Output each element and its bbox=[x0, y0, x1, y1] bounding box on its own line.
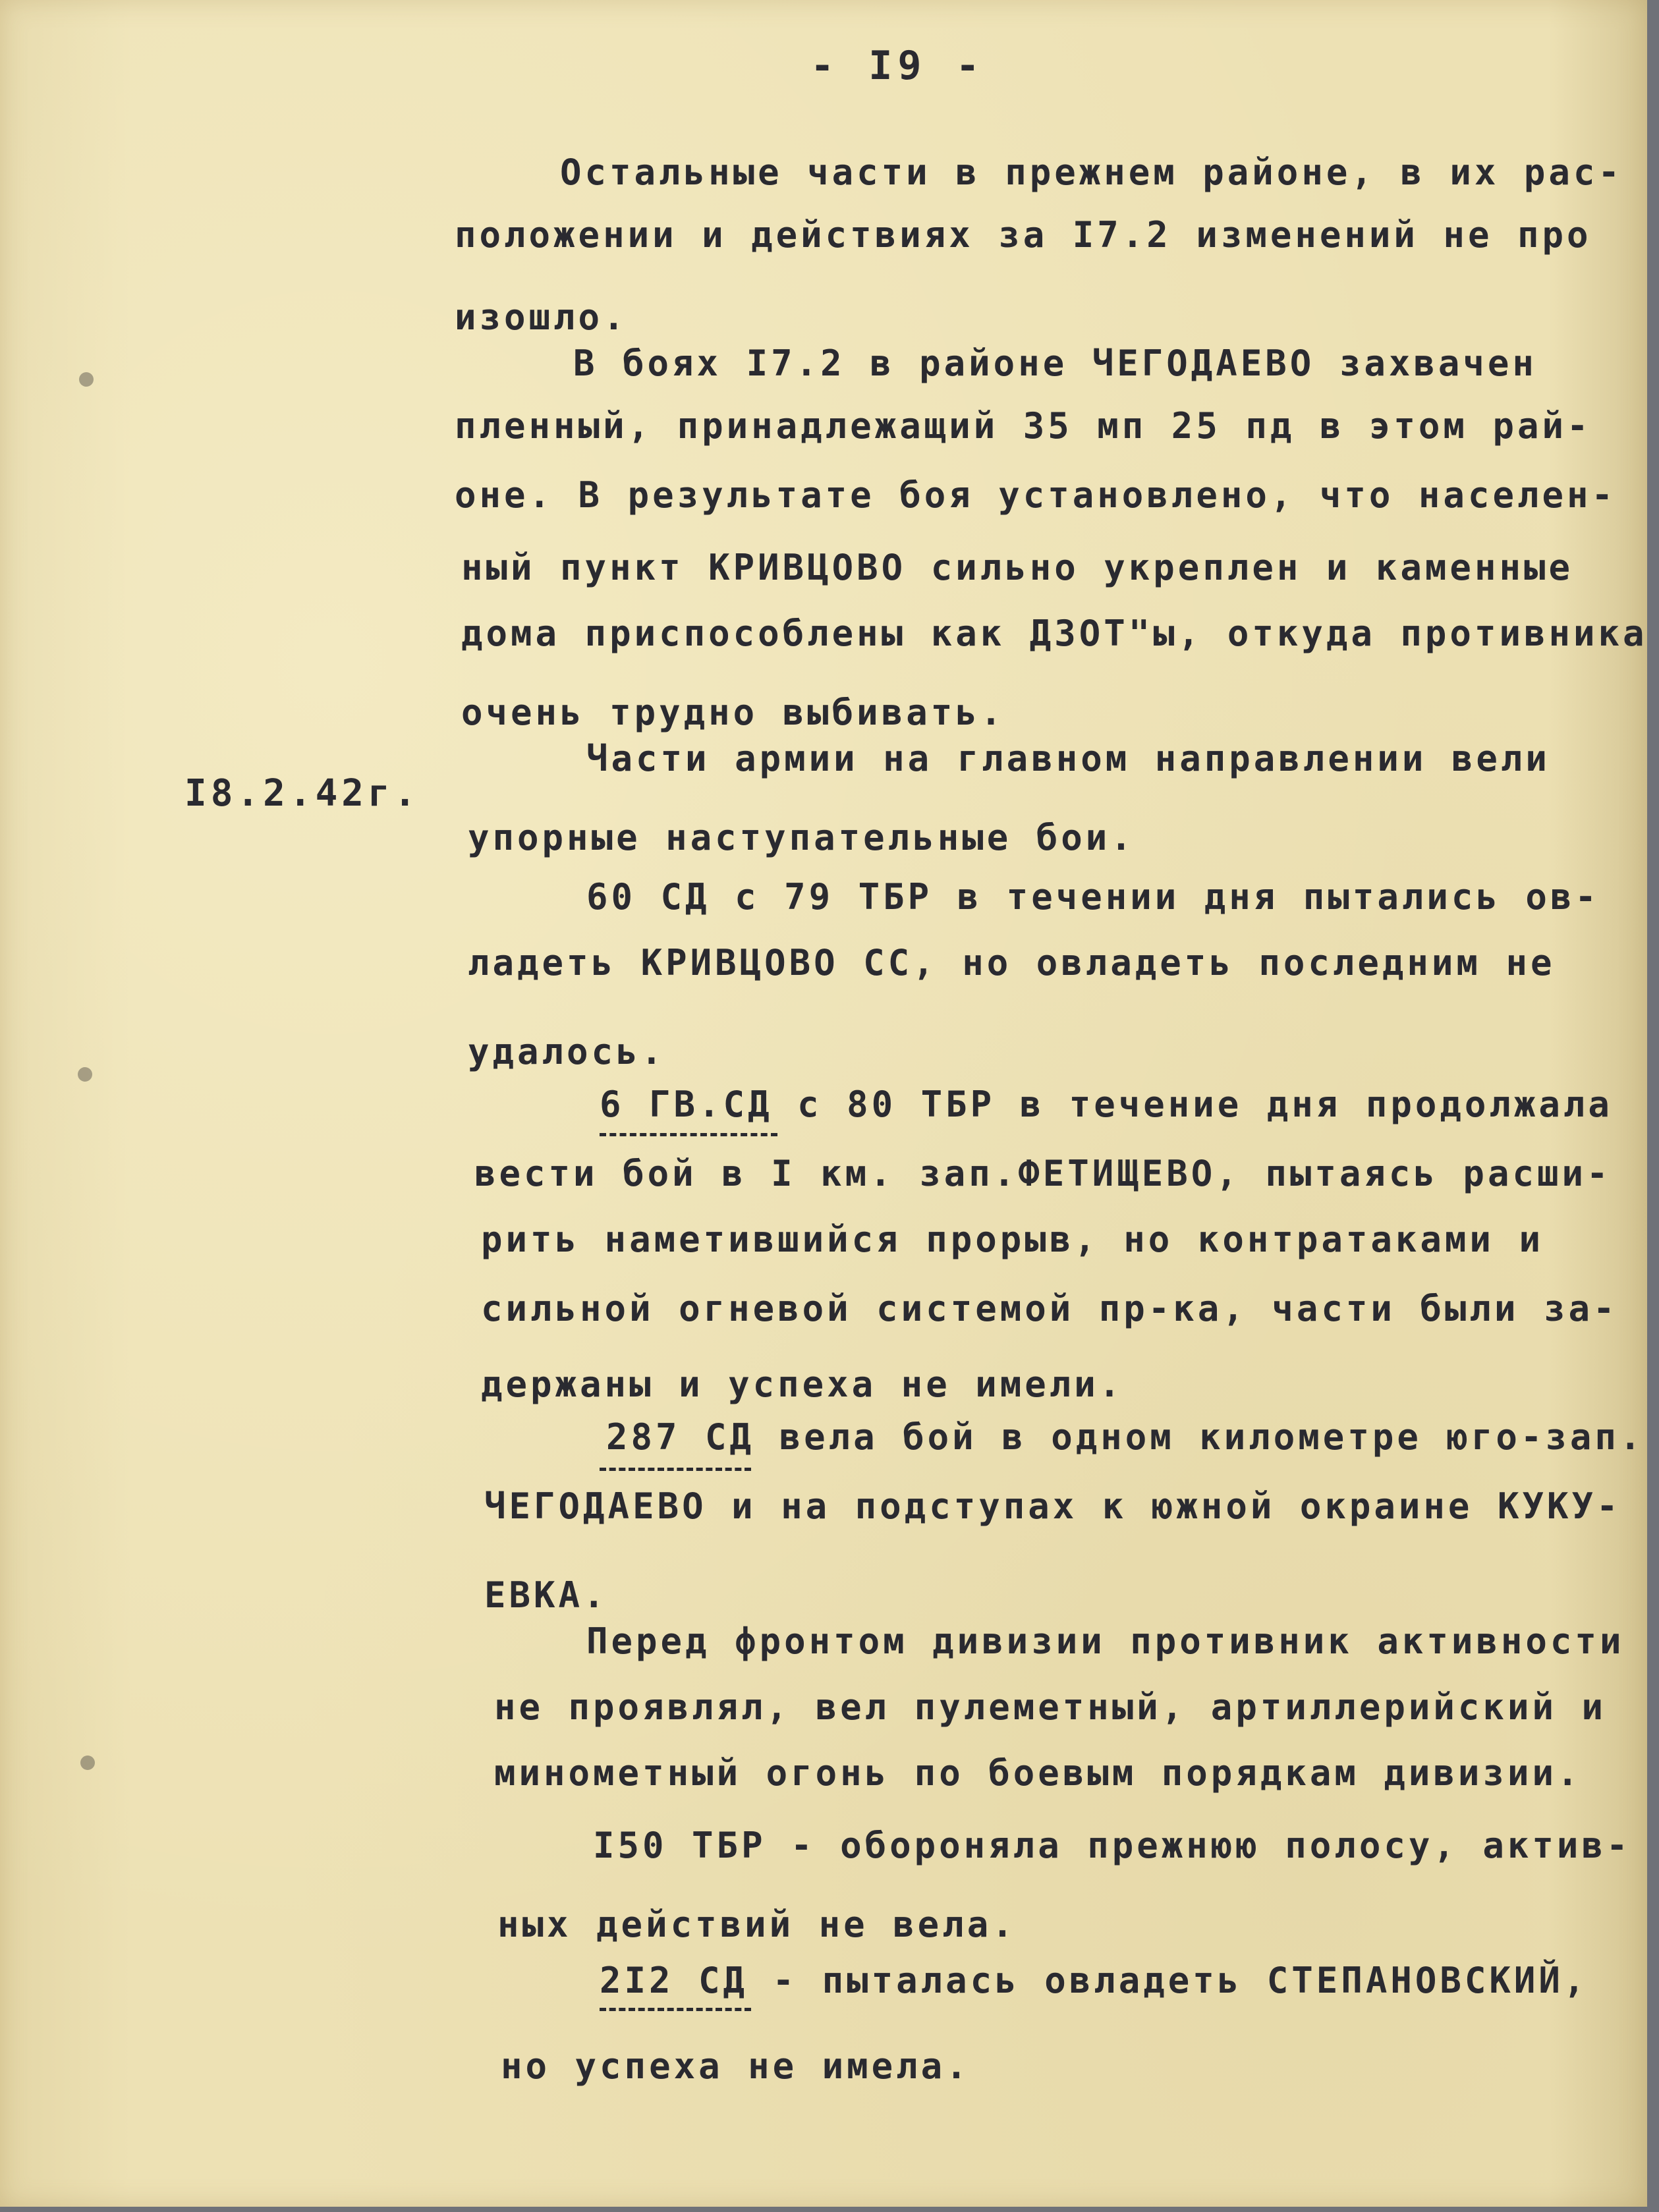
text-line: минометный огонь по боевым порядкам дивизии. bbox=[494, 1752, 1582, 1794]
text-line: оне. В результате боя установлено, что населен- bbox=[455, 474, 1617, 516]
text-line: Остальные части в прежнем районе, в их рас- bbox=[560, 152, 1623, 193]
punch-hole-mark bbox=[78, 1067, 92, 1082]
text-line: вести бой в I км. зап.ФЕТИЩЕВО, пытаясь расши- bbox=[474, 1153, 1612, 1194]
text-line: упорные наступательные бои. bbox=[468, 817, 1135, 858]
date-margin-note: I8.2.42г. bbox=[184, 772, 420, 815]
page-number: - I9 - bbox=[810, 43, 985, 89]
text-line: дома приспособлены как ДЗОТ"ы, откуда противника bbox=[461, 613, 1648, 654]
text-line: ладеть КРИВЦОВО СС, но овладеть последним не bbox=[468, 942, 1556, 983]
text-line: положении и действиях за I7.2 изменений не про bbox=[455, 214, 1592, 256]
text-line: рить наметившийся прорыв, но контратаками и bbox=[481, 1219, 1544, 1260]
text-line: 287 СД вела бой в одном километре юго-зап. bbox=[606, 1416, 1645, 1458]
text-line: 60 СД с 79 ТБР в течении дня пытались ов- bbox=[586, 876, 1600, 918]
unit-underline-212-sd bbox=[600, 2008, 751, 2011]
text-line: ный пункт КРИВЦОВО сильно укреплен и каменные bbox=[461, 547, 1573, 588]
text-line: В боях I7.2 в районе ЧЕГОДАЕВО захвачен bbox=[573, 343, 1537, 384]
text-line: I50 ТБР - обороняла прежнюю полосу, актив- bbox=[593, 1825, 1631, 1866]
unit-underline-6-gv-sd bbox=[600, 1133, 777, 1136]
text-line: не проявлял, вел пулеметный, артиллерийский и bbox=[494, 1686, 1606, 1728]
text-line: Части армии на главном направлении вели bbox=[586, 738, 1550, 779]
text-line: 6 ГВ.СД с 80 ТБР в течение дня продолжала bbox=[600, 1084, 1613, 1125]
punch-hole-mark bbox=[79, 372, 94, 387]
text-line: сильной огневой системой пр-ка, части были за- bbox=[481, 1288, 1618, 1329]
text-line: 2I2 СД - пыталась овладеть СТЕПАНОВСКИЙ, bbox=[600, 1960, 1589, 2001]
text-line: изошло. bbox=[455, 296, 628, 338]
text-line: очень трудно выбивать. bbox=[461, 692, 1005, 733]
text-line: пленный, принадлежащий 35 мп 25 пд в этом рай- bbox=[455, 405, 1592, 447]
text-line: ЕВКА. bbox=[484, 1574, 608, 1616]
punch-hole-mark bbox=[80, 1756, 95, 1770]
unit-underline-287-sd bbox=[600, 1468, 751, 1471]
text-line: держаны и успеха не имели. bbox=[481, 1364, 1124, 1405]
text-line: но успеха не имела. bbox=[501, 2045, 970, 2087]
text-line: ЧЕГОДАЕВО и на подступах к южной окраине КУКУ- bbox=[484, 1485, 1621, 1527]
text-line: удалось. bbox=[468, 1031, 666, 1072]
text-line: Перед фронтом дивизии противник активности bbox=[586, 1620, 1625, 1662]
text-line: ных действий не вела. bbox=[497, 1904, 1017, 1945]
